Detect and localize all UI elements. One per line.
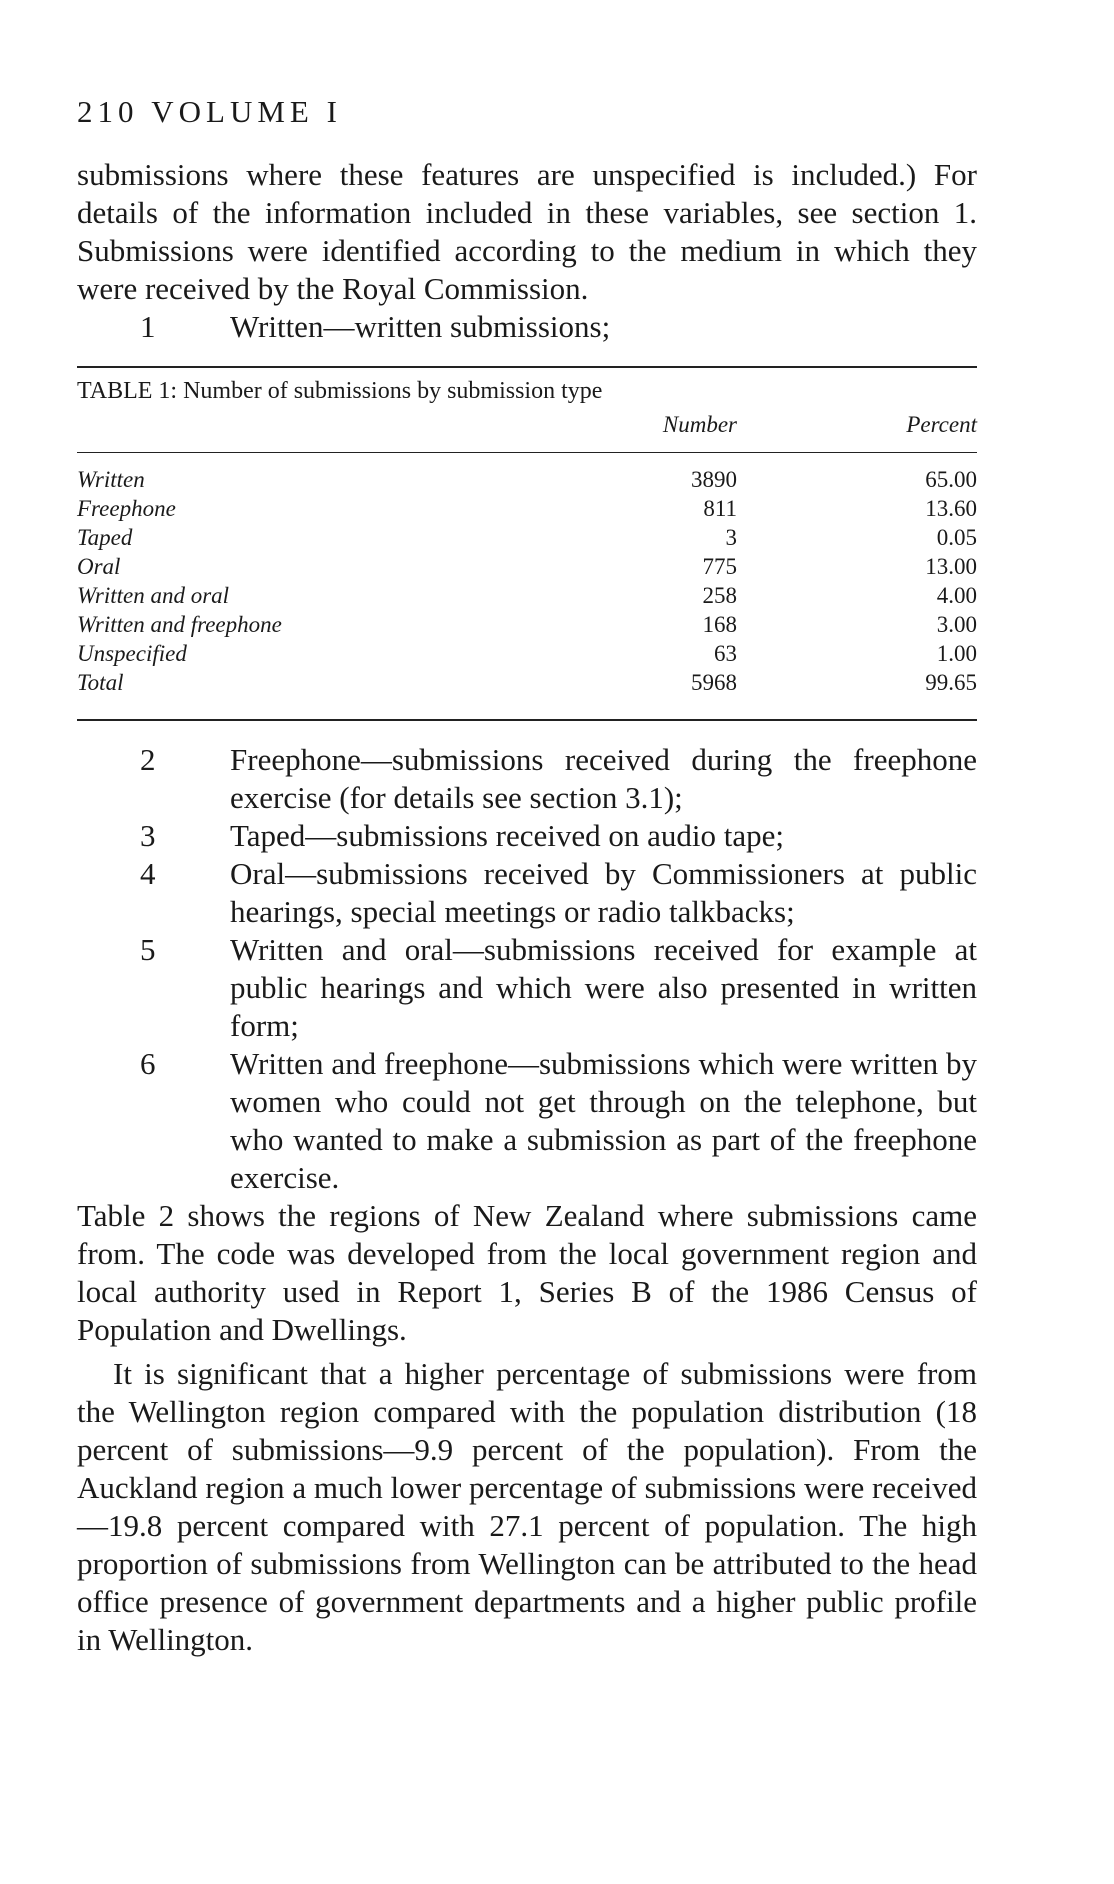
list-item-number: 2 <box>140 742 156 778</box>
table-row <box>77 610 977 639</box>
row-number: 811 <box>703 496 737 522</box>
header-label <box>77 410 547 440</box>
row-number: 3 <box>725 525 737 551</box>
row-percent: 4.00 <box>936 583 977 609</box>
intro-paragraph: submissions where these features are unspecified is included.) For details of the information included in these variables, see section 1. Submissions were identified according to the medium in which they were received by the Royal Commission. <box>77 157 977 307</box>
row-percent: 13.00 <box>925 554 977 580</box>
table-row <box>77 465 977 494</box>
list-item-text: Written and oral—submissions received for example at public hearings and which were also presented in written form; <box>230 932 977 1044</box>
row-label: Taped <box>77 525 133 551</box>
row-percent: 0.05 <box>936 525 977 551</box>
table-row <box>77 494 977 523</box>
table-row-total <box>77 668 977 697</box>
list-item-number: 5 <box>140 932 156 968</box>
row-label: Freephone <box>77 496 176 522</box>
definition-list <box>77 741 977 1197</box>
table-caption: TABLE 1: Number of submissions by submission type <box>77 378 603 405</box>
table-header-row <box>77 410 977 453</box>
list-item <box>77 308 977 346</box>
table-body <box>77 453 977 697</box>
row-label: Oral <box>77 554 121 580</box>
row-number: 168 <box>702 612 737 638</box>
body-paragraph: It is significant that a higher percentage of submissions were from the Wellington region compared with the population distribution (18 percent of submissions—9.9 percent of the population). From the Auckland region a much lower percentage of submissions were received—19.8 percent compared with 27.1 percent of population. The high proportion of submissions from Wellington can be attributed to the head office presence of government departments and a higher public profile in Wellington. <box>77 1356 977 1658</box>
row-number: 258 <box>702 583 737 609</box>
list-item <box>77 741 977 817</box>
list-item-text: Written and freephone—submissions which were written by women who could not get through on the telephone, but who wanted to make a submission as part of the freephone exercise. <box>230 1046 977 1196</box>
list-item-text: Taped—submissions received on audio tape; <box>230 818 784 854</box>
row-label: Unspecified <box>77 641 187 667</box>
page <box>77 92 977 1659</box>
row-label: Total <box>77 670 124 696</box>
table-row <box>77 581 977 610</box>
row-percent: 99.65 <box>925 670 977 696</box>
submission-type-table <box>77 366 977 721</box>
table-row <box>77 639 977 668</box>
list-item <box>77 1045 977 1197</box>
row-percent: 65.00 <box>925 467 977 493</box>
table-row <box>77 523 977 552</box>
list-item <box>77 855 977 931</box>
list-item-number: 4 <box>140 856 156 892</box>
running-head <box>77 92 977 132</box>
page-number: 210 <box>77 94 139 129</box>
row-label: Written and freephone <box>77 612 282 638</box>
header-number: Number <box>662 412 737 438</box>
row-percent: 1.00 <box>936 641 977 667</box>
row-label: Written and oral <box>77 583 230 609</box>
row-number: 775 <box>702 554 737 580</box>
row-label: Written <box>77 467 145 493</box>
list-item-number: 6 <box>140 1046 156 1082</box>
list-item-number: 1 <box>140 309 156 345</box>
row-number: 3890 <box>691 467 737 493</box>
row-number: 63 <box>714 641 737 667</box>
row-number: 5968 <box>691 670 737 696</box>
body-paragraph: Table 2 shows the regions of New Zealand where submissions came from. The code was developed from the local government region and local authority used in Report 1, Series B of the 1986 Census of Population and Dwellings. <box>77 1198 977 1348</box>
volume-label: VOLUME I <box>151 94 342 129</box>
list-item <box>77 817 977 855</box>
table-row <box>77 552 977 581</box>
list-item-text: Written—written submissions; <box>230 309 611 345</box>
row-percent: 13.60 <box>925 496 977 522</box>
header-percent: Percent <box>906 412 977 438</box>
list-item-number: 3 <box>140 818 156 854</box>
row-percent: 3.00 <box>936 612 977 638</box>
list-item-text: Freephone—submissions received during the freephone exercise (for details see section 3.1); <box>230 742 977 816</box>
list-item-text: Oral—submissions received by Commissioners at public hearings, special meetings or radio talkbacks; <box>230 856 977 930</box>
list-item <box>77 931 977 1045</box>
